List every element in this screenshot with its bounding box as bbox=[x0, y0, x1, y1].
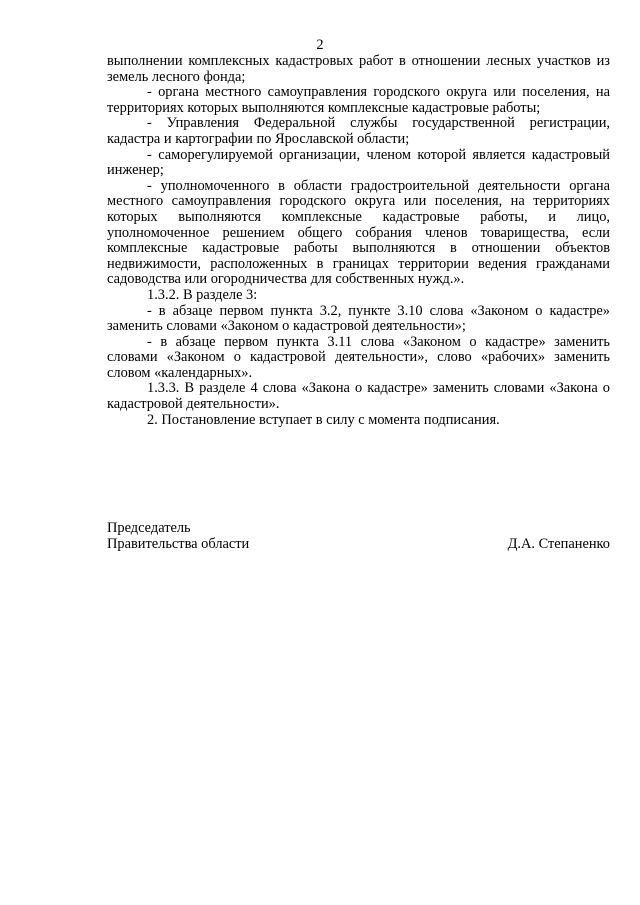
signature-row bbox=[107, 537, 610, 553]
paragraph-section-3: 1.3.2. В разделе 3: bbox=[147, 286, 258, 303]
paragraph-continuation: выполнении комплексных кадастровых работ в отношении лесных участков из земель лесного фонда; bbox=[107, 53, 610, 85]
signatory-title-line2: Правительства области bbox=[107, 535, 250, 552]
paragraph-item-3-2: - в абзаце первом пункта 3.2, пункте 3.10 слова «Законом о кадастре» заменить словами «Законом о кадастровой деятельности»; bbox=[107, 302, 610, 335]
paragraph-rosreestr: - Управления Федеральной службы государственной регистрации, кадастра и картографии по Ярославской области; bbox=[107, 115, 610, 147]
paragraph-effective-date: 2. Постановление вступает в силу с момента подписания. bbox=[147, 411, 500, 428]
signatory-name: Д.А. Степаненко bbox=[507, 535, 610, 552]
document-body bbox=[107, 54, 610, 428]
signatory-title-line1: Председатель bbox=[107, 520, 191, 536]
page-number: 2 bbox=[316, 37, 324, 53]
paragraph-section-4: 1.3.3. В разделе 4 слова «Закона о кадастре» заменить словами «Закона о кадастровой деятельности». bbox=[107, 380, 610, 413]
paragraph-item-3-11: - в абзаце первом пункта 3.11 слова «Законом о кадастре» заменить словами «Законом о кадастровой деятельности», слово «рабочих» заменить словом «календарных». bbox=[107, 333, 610, 381]
signature-block bbox=[107, 521, 610, 552]
paragraph-sro: - саморегулируемой организации, членом которой является кадастровый инженер; bbox=[107, 146, 610, 179]
paragraph-urban-planning: - уполномоченного в области градостроительной деятельности органа местного самоуправления городского округа или поселения, на территориях которых выполняются комплексные кадастровые работы, и лицо, уполномоченное решением общего собрания членов товарищества, если комплексные кадастровые работы выполняются в отношении объектов недвижимости, расположенных в границах территории ведения гражданами садоводства или огородничества для собственных нужд.». bbox=[107, 177, 610, 288]
paragraph-local-government: - органа местного самоуправления городского округа или поселения, на территориях которых выполняются комплексные кадастровые работы; bbox=[107, 84, 610, 116]
